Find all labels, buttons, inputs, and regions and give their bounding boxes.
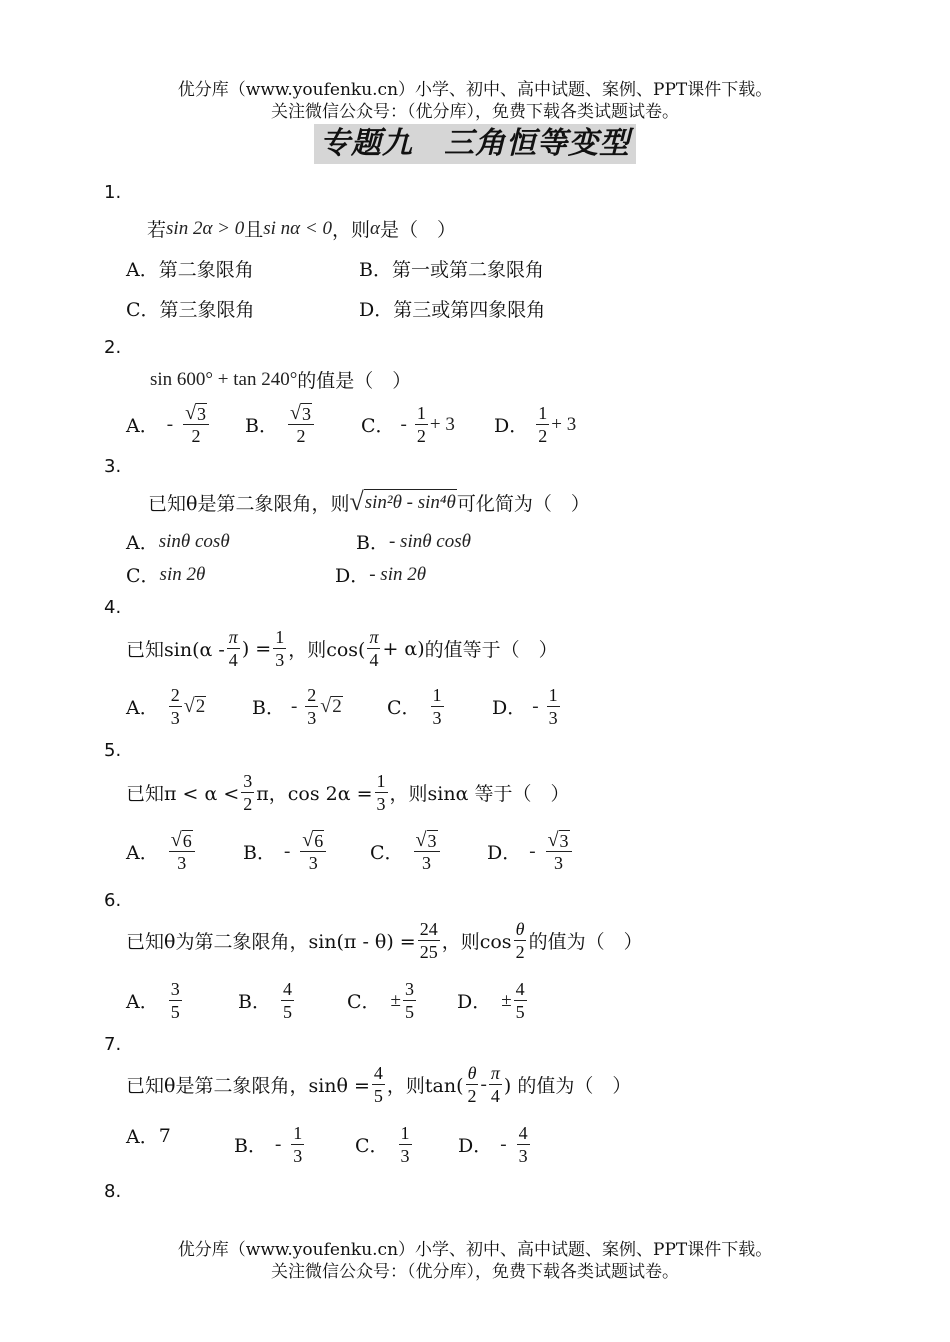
page-title: 专题九 三角恒等变型 [314, 124, 636, 164]
option-d: D． - √ 3 3 [487, 829, 574, 874]
question-stem: sin 600° + tan 240° 的值是（ ） [150, 368, 412, 392]
option-a: A． sinθ cosθ [126, 530, 230, 554]
question-stem: 已知θ为第二象限角，sin(π - θ) = $\frac{24}{25}$ ，则cos $\frac{\theta}{2}$ 的值为（ ） [126, 919, 643, 962]
option-d: D． 第三或第四象限角 [359, 299, 546, 321]
footer-line-2: 关注微信公众号：（优分库），免费下载各类试题试卷。 [271, 1262, 679, 1282]
option-a: A． 7 [126, 1124, 171, 1148]
question-stem: 已知sin(α - $\frac{\pi}{4}$ ) = $\frac{1}{3}$ ，则cos( $\frac{\pi}{4}$ + α) 的值等于（ ） [126, 627, 558, 670]
question-number: 5. [104, 740, 122, 761]
option-c: C． sin 2θ [126, 563, 206, 587]
question-number: 1. [104, 182, 122, 203]
question-number: 4. [104, 597, 122, 618]
header-line-2: 关注微信公众号：（优分库），免费下载各类试题试卷。 [271, 102, 679, 122]
option-d: D． - $\frac{4}{3}$ [458, 1123, 528, 1166]
option-b: B． - √ 6 3 [243, 829, 328, 874]
question-number: 6. [104, 890, 122, 911]
option-a: A． $\frac{2}{3}$ √ 2 [126, 685, 206, 728]
question-stem: 已知θ是第二象限角，则 √ sin²θ - sin⁴θ 可化简为（ ） [148, 487, 590, 516]
footer-line-1: 优分库（www.youfenku.cn）小学、初中、高中试题、案例、PPT课件下载。 [177, 1240, 773, 1260]
option-c: C． $\frac{1}{3}$ [355, 1123, 410, 1166]
option-b: B． $\frac{4}{5}$ [238, 979, 292, 1022]
option-b: B． - sinθ cosθ [356, 530, 471, 554]
option-c: C． 第三象限角 [126, 299, 255, 321]
option-b: B． 第一或第二象限角 [359, 259, 544, 281]
question-number: 2. [104, 337, 122, 358]
option-c: C． $\frac{1}{3}$ [387, 685, 442, 728]
question-stem: 若 sin 2α > 0 且 si nα < 0 ，则 α 是（ ） [147, 217, 456, 241]
header-line-1: 优分库（www.youfenku.cn）小学、初中、高中试题、案例、PPT课件下载。 [177, 80, 773, 100]
option-d: D． ± $\frac{4}{5}$ [457, 979, 525, 1022]
title-wrap [0, 124, 950, 164]
option-a: A． √ 6 3 [126, 829, 197, 874]
option-c: C． √ 3 3 [370, 829, 442, 874]
option-c: C． - $\frac{1}{2}$ + 3 [361, 403, 455, 446]
option-b: B． - $\frac{1}{3}$ [234, 1123, 303, 1166]
option-a: A． 第二象限角 [126, 259, 254, 281]
question-number: 3. [104, 456, 122, 477]
option-a: A． $\frac{3}{5}$ [126, 979, 180, 1022]
question-number: 8. [104, 1181, 122, 1202]
option-a: A． - √ 3 2 [126, 402, 211, 447]
option-c: C． ± $\frac{3}{5}$ [347, 979, 414, 1022]
option-b: B． √ 3 2 [245, 402, 316, 447]
option-d: D． $\frac{1}{2}$ + 3 [494, 403, 577, 446]
option-d: D． - $\frac{1}{3}$ [492, 685, 558, 728]
option-d: D． - sin 2θ [335, 563, 427, 587]
question-number: 7. [104, 1034, 122, 1055]
question-stem: 已知θ是第二象限角，sinθ = $\frac{4}{5}$ ，则tan( $\frac{\theta}{2}$ - $\frac{\pi}{4}$ ) 的值为（ ） [126, 1063, 632, 1106]
question-stem: 已知π < α < $\frac{3}{2}$ π，cos 2α = $\frac{1}{3}$ ，则sinα 等于（ ） [126, 771, 570, 814]
option-b: B． - $\frac{2}{3}$ √ 2 [252, 685, 342, 728]
